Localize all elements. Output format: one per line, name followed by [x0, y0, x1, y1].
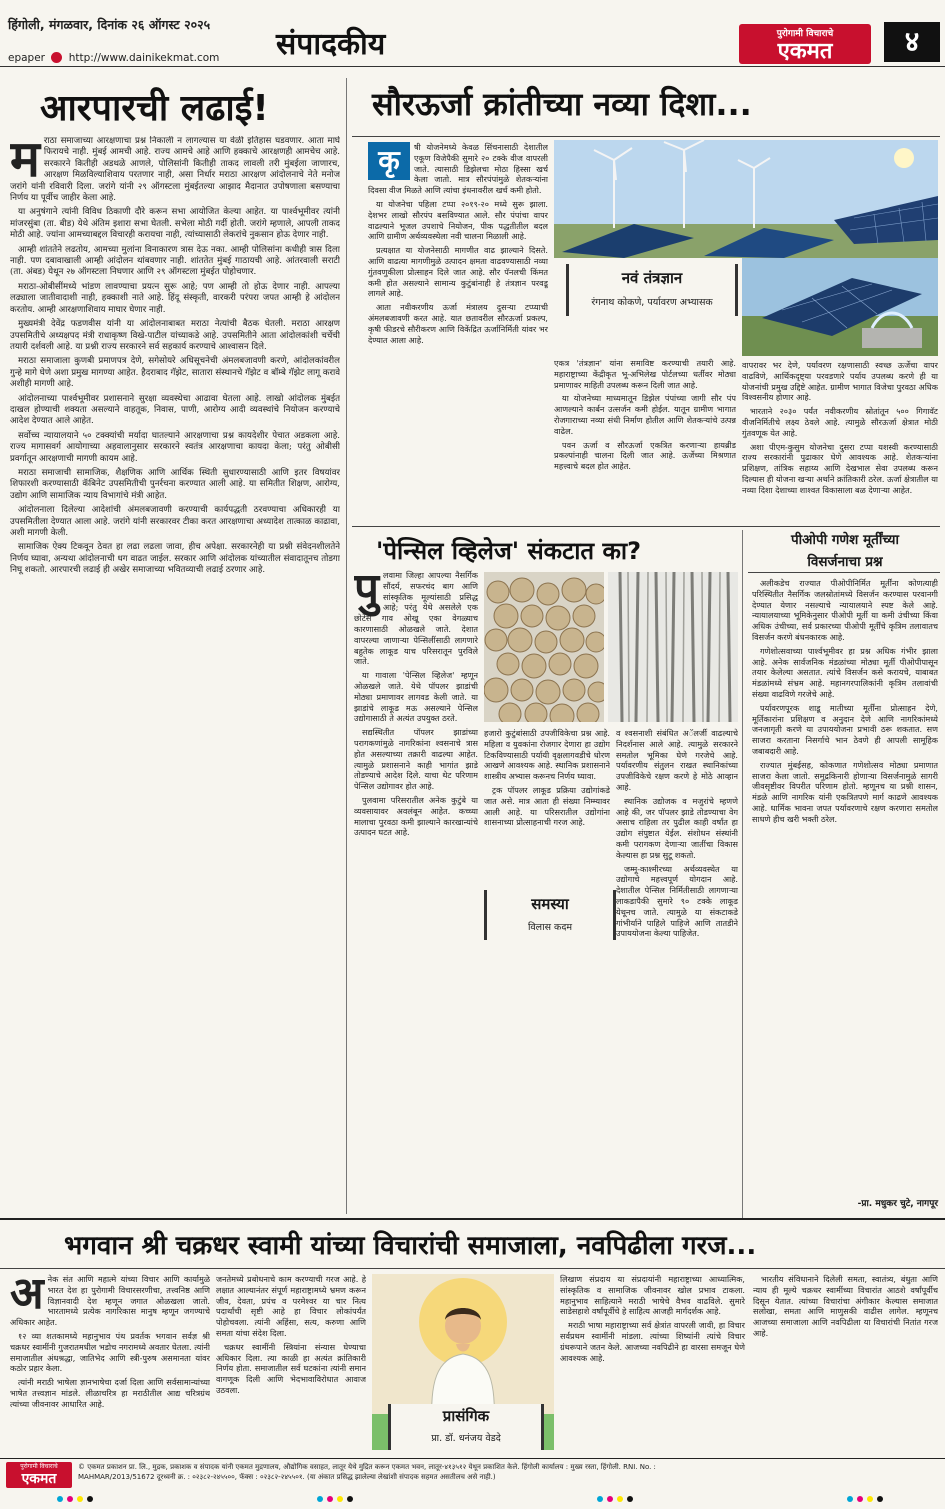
editorial-paragraph: मराठा समाजाची सामाजिक, शैक्षणिक आणि आर्थिक स्थिती सुधारण्यासाठी आणि इतर विषयांवर शिफारशी करण्यासाठी कॅबिनेट उपसमितीची पुनर्रचना करण्यात आली आहे. या समितीत शिक्षण, आरोग्य, उद्योग आणि सामाजिक न्याय विभागांचे मंत्री आहेत. — [10, 467, 340, 501]
ganesh-paragraph: अलीकडेच राज्यात पीओपीनिर्मित मूर्तींना कोणत्याही परिस्थितीत नैसर्गिक जलस्रोतांमध्ये विसर्जन करण्यास परवानगी देण्यात येणार नसल्याचे न्यायालयाने स्पष्ट केले आहे. न्यायालयाच्या भूमिकेनुसार पीओपी मूर्ती या कमी उंचीच्या किंवा अधिक उंचीच्या, सर्व प्रकारच्या पीओपी मूर्तींचे कृत्रिम तलावातच विसर्जन करणे बंधनकारक आहे. — [752, 578, 938, 642]
pencil-col-right — [616, 728, 738, 1212]
editorial-paragraph: आंदोलनाच्या पार्श्वभूमीवर प्रशासनाने सुरक्षा व्यवस्थेचा आढावा घेतला आहे. लाखो आंदोलक मुंबईत दाखल होण्याची शक्यता असल्याने वाहतूक, निवास, पाणी, आरोग्य आदी व्यवस्थांचे नियोजन करण्याचे आदेश देण्यात आले आहेत. — [10, 393, 340, 427]
solar-pump-illustration — [742, 258, 938, 356]
chakradhar-paragraph: चक्रधर स्वामींनी स्त्रियांना संन्यास घेण्याचा अधिकार दिला. त्या काळी हा अत्यंत क्रांतिकारी निर्णय होता. समाजातील सर्व घटकांना त्यांनी समान वागणूक दिली आणि भेदभावाविरोधात आवाज उठवला. — [216, 1341, 366, 1395]
footer-logo — [6, 1462, 72, 1488]
editorial-body — [10, 136, 340, 1212]
pencil-category: समस्या — [531, 895, 569, 913]
chakradhar-paragraph: लिखाण संप्रदाय या संप्रदायांनी महाराष्ट्राच्या आध्यात्मिक, सांस्कृतिक व सामाजिक जीवनावर खोल प्रभाव टाकला. महानुभाव साहित्याने मराठी भाषेचे वैभव वाढविले. सुमारे साडेसहाशे वर्षांपूर्वीचे हे साहित्य आजही मार्गदर्शक आहे. — [560, 1274, 745, 1317]
pencil-paragraph: सद्यस्थितीत पॉपलर झाडांच्या परागकणांमुळे नागरिकांना श्वसनाचे त्रास होत असल्याच्या तक्रारी वाढल्या आहेत. त्यामुळे प्रशासनाने काही भागांत झाडे तोडण्याचे आदेश दिले. याचा थेट परिणाम पेन्सिल उद्योगावर होत आहे. — [354, 727, 478, 792]
footer-logo-tagline: पुरोगामी विचाराचे — [20, 1463, 58, 1470]
editorial-dropcap: म — [10, 136, 40, 188]
chakradhar-paragraph: त्यांनी मराठी भाषेला ज्ञानभाषेचा दर्जा दिला आणि सर्वसामान्यांच्या भाषेत तत्त्वज्ञान मांडले. लीळाचरित्र हा मराठीतील आद्य चरित्रग्रंथ त्यांच्या जीवनावर आधारित आहे. — [10, 1377, 210, 1409]
solar-paragraph: या योजनेचा पहिला टप्पा २०१९-२० मध्ये सुरू झाला. देशभर लाखो सौरपंप बसविण्यात आले. सौर पंपांचा वापर वाढल्याने भूजल उपशाचे नियोजन, पीक पद्धतीतील बदल आणि ग्रामीण अर्थव्यवस्थेला नवी चालना मिळाली आहे. — [368, 198, 548, 242]
editorial-paragraph: सर्वोच्च न्यायालयाने ५० टक्क्यांची मर्यादा घातल्याने आरक्षणाचा प्रश्न कायदेशीर पेचात अडकला आहे. राज्य मागासवर्ग आयोगाच्या अहवालानुसार सरकारने स्वतंत्र आरक्षणाचा कायदा केला; परंतु ओबीसी प्रवर्गातून आरक्षणाची मागणी कायम आहे. — [10, 430, 340, 464]
pencil-byline: विलास कदम — [527, 922, 573, 933]
solar-dropcap: कृ — [368, 142, 410, 180]
solar-byline: रंगनाथ कोकणे, पर्यावरण अभ्यासक — [591, 297, 713, 308]
editorial-paragraph: सामाजिक ऐक्य टिकवून ठेवत हा लढा लढला जावा, हीच अपेक्षा. सरकारनेही या प्रश्नी संवेदनशीलतेने निर्णय घ्यावा, अन्यथा आंदोलनाची धग वाढत जाईल. सरकार आणि आंदोलक यांच्यातील संवादातूनच तोडगा निघू शकतो. आरपारची लढाई ही अखेर समाजाच्या भवितव्याची लढाई ठरणार आहे. — [10, 542, 340, 576]
chakradhar-paragraph: १२ व्या शतकामध्ये महानुभाव पंथ प्रवर्तक भगवान सर्वज्ञ श्री चक्रधर स्वामींनी गुजरातमधील भडोच नगरामध्ये अवतार घेतला. त्यांनी समाजातील अंधश्रद्धा, जातिभेद आणि स्त्री-पुरुष असमानता यांवर कठोर प्रहार केला. — [10, 1330, 210, 1374]
solar-photo-illustration — [554, 140, 938, 258]
pencil-paragraph: जम्मू-काश्मीरच्या अर्थव्यवस्थेत या उद्योगाचे महत्त्वपूर्ण योगदान आहे. देशातील पेन्सिल निर्मितीसाठी लागणाऱ्या लाकडापैकी सुमारे ९० टक्के लाकूड येथूनच जाते. त्यामुळे या संकटाकडे गांभीर्याने पाहिले पाहिजे आणि तातडीने उपाययोजना केल्या पाहिजेत. — [616, 863, 738, 939]
chakradhar-title-rule — [0, 1268, 945, 1269]
solar-paragraph: या योजनेच्या माध्यमातून डिझेल पंपांच्या जागी सौर पंप आणल्याने कार्बन उत्सर्जन कमी होईल. यातून ग्रामीण भागात रोजगाराच्या नव्या संधी निर्माण होतील आणि शेतकऱ्यांचे उत्पन्न वाढेल. — [554, 393, 736, 436]
chakradhar-byline: प्रा. डॉ. धनंजय वेडदे — [431, 1433, 501, 1444]
solar-paragraph: प्रत्यक्षात या योजनेसाठी मागणीत वाढ झाल्याने दिसते. आणि वाढत्या मागणीमुळे उत्पादन क्षमता वाढवण्यासाठी नव्या गुंतवणुकीला प्रोत्साहन दिले जात आहे. सौर पॅनलची किंमत कमी होत असल्याने सामान्य कुटुंबांनाही हे तंत्रज्ञान परवडू लागले आहे. — [368, 245, 548, 299]
pencil-paragraph: ट्रक पॉपलर लाकूड प्रक्रिया उद्योगांकडे जात असे. मात्र आता ही संख्या निम्म्यावर आली आहे. या परिसरातील उद्योगांना शासनाच्या प्रोत्साहनाची गरज आहे. — [484, 784, 610, 828]
solar-title: सौरऊर्जा क्रांतीच्या नव्या दिशा... — [372, 85, 752, 123]
footer-rule — [0, 1458, 945, 1459]
header-bar — [0, 0, 945, 72]
solar-photo — [554, 140, 938, 258]
footer-imprint-line2: MAHMAR/2013/51672 दूरध्वनी क्र. : ०२३८२-२४५५००, फॅक्स : ०२३८२-२४५५०१. (या अंकात प्रसिद्ध झालेल्या लेखांशी संपादक सहमत असतीलच असे नाही.) — [78, 1473, 496, 1481]
chakradhar-dropcap: अ — [10, 1274, 44, 1319]
pencil-dropcap: पु — [354, 570, 379, 615]
pencil-paragraph: पुलवामा परिसरातील अनेक कुटुंबे या व्यवसायावर अवलंबून आहेत. कच्च्या मालाचा पुरवठा कमी झाल्याने कारखान्यांचे उत्पादन घटत आहे. — [354, 794, 478, 838]
section-title: संपादकीय — [276, 27, 386, 62]
solar-category: नवं तंत्रज्ञान — [621, 269, 683, 287]
chakradhar-title: भगवान श्री चक्रधर स्वामी यांच्या विचारांची समाजाला, नवपिढीला गरज... — [64, 1231, 757, 1261]
editorial-paragraph: या अनुषंगाने त्यांनी विविध ठिकाणी दौरे करून सभा आयोजित केल्या आहेत. या पार्श्वभूमीवर त्यांनी मांजरसुंबा (ता. बीड) येथे अंतिम इशारा सभा घेतली. सभेला मोठी गर्दी होती. जरांगे म्हणाले, आपली ताकद मोठी आहे. ज्यांना आमच्याबद्दल विचारही करायचा नाही, त्यांच्यासाठी लेकरांचे नुकसान होऊ देणार नाही. — [10, 207, 340, 241]
ganesh-paragraph: पर्यावरणपूरक शाडू मातीच्या मूर्तींना प्रोत्साहन देणे, मूर्तिकारांना प्रशिक्षण व अनुदान देणे आणि नागरिकांमध्ये जनजागृती करणे या उपाययोजना प्रभावी ठरू शकतात. सण साजरा करताना निसर्गाचे भान ठेवणे ही आपली सामूहिक जबाबदारी आहे. — [752, 702, 938, 756]
solar-photo-pump — [742, 258, 938, 356]
chakradhar-col-left — [10, 1274, 210, 1454]
pencil-col-left — [354, 570, 478, 1212]
solar-paragraph: आता नवीकरणीय ऊर्जा मंत्रालय दुसऱ्या टप्प्याची अंमलबजावणी करत आहे. यात छतावरील सौरऊर्जा प्रकल्प, कृषी फीडरचे सौरीकरण आणि विकेंद्रित ऊर्जानिर्मिती यांवर भर देण्यात आला आहे. — [368, 302, 548, 345]
pencil-byline-box — [484, 890, 616, 940]
chakradhar-paragraph: जनतेमध्ये प्रबोधनाचे काम करण्याची गरज आहे. हे लक्षात आल्यानंतर संपूर्ण महाराष्ट्रामध्ये भ्रमण करून जीव, देवता, प्रपंच व परमेश्वर या चार नित्य पदार्थांची सृष्टी आहे हा विचार लोकांपर्यंत पोहोचवला. त्यांनी अहिंसा, सत्य, करुणा आणि समता यांचा संदेश दिला. — [216, 1274, 366, 1338]
footer-imprint — [78, 1462, 940, 1486]
page-number: ४ — [884, 22, 940, 62]
pencil-paragraph: हजारो कुटुंबांसाठी उपजीविकेचा प्रश्न आहे. महिला व युवकांना रोजगार देणारा हा उद्योग टिकविण्यासाठी पर्यायी वृक्षलागवडीचे धोरण आखणे आवश्यक आहे. स्थानिक प्रशासनाने शास्त्रीय अभ्यास करूनच निर्णय घ्यावा. — [484, 728, 610, 782]
chakradhar-paragraph: मराठी भाषा महाराष्ट्राच्या सर्व क्षेत्रांत वापरली जावी, हा विचार सर्वप्रथम स्वामींनी मांडला. त्यांच्या शिष्यांनी त्यांचे विचार ग्रंथरूपाने जतन केले. आजच्या नवपिढीने हा वारसा समजून घेणे आवश्यक आहे. — [560, 1320, 745, 1363]
editorial-paragraph: आम्ही शांततेने लढतोय, आमच्या मुलांना विनाकारण त्रास देऊ नका. आम्ही पोलिसांना कधीही त्रास दिला नाही. पण दबावाखाली आम्ही आंदोलन थांबवणार नाही. शांततेत मुंबई गाठायची आहे. आंतरवाली सराटी (ता. अंबड) येथून २७ ऑगस्टला निघणार आणि २९ ऑगस्टला मुंबईत पोहोचणार. — [10, 244, 340, 278]
footer-logo-name: एकमत — [21, 1471, 57, 1487]
editorial-paragraph: मराठा-ओबीसींमध्ये भांडण लावण्याचा प्रयत्न सुरू आहे; पण आम्ही तो होऊ देणार नाही. आपल्या लढ्याला जातीवादाशी नाही, हक्काशी नाते आहे. हिंदू संस्कृती, वारकरी परंपरा जपत आम्ही हे आंदोलन करतोय. आम्ही आरक्षणाशिवाय माघार घेणार नाही. — [10, 281, 340, 315]
ganesh-paragraph: राज्यात मुंबईसह, कोकणात गणेशोत्सव मोठ्या प्रमाणात साजरा केला जातो. समुद्रकिनारी होणाऱ्या विसर्जनामुळे सागरी जीवसृष्टीवर विपरीत परिणाम होतो. म्हणूनच या प्रश्नी शासन, मंडळे आणि नागरिक यांनी एकत्रितपणे मार्ग काढणे आवश्यक आहे. धार्मिक भावना जपत पर्यावरणाचे रक्षण करणारा समतोल साधणे हीच खरी भक्ती ठरेल. — [752, 759, 938, 824]
chakradhar-category: प्रासंगिक — [442, 1407, 490, 1425]
solar-paragraph: भारताने २०३० पर्यंत नवीकरणीय स्रोतांतून ५०० गिगावॅट वीजनिर्मितीचे लक्ष्य ठेवले आहे. त्यामुळे सौरऊर्जा क्षेत्रात मोठी गुंतवणूक येत आहे. — [742, 406, 938, 438]
pencil-paragraph: व श्वसनाशी संबंधित अॅलर्जी वाढल्याचे निदर्शनास आले आहे. त्यामुळे सरकारने समतोल भूमिका घेणे गरजेचे आहे. पर्यावरणीय संतुलन राखत स्थानिकांच्या उपजीविकेचे रक्षण करणे हे मोठे आव्हान आहे. — [616, 728, 738, 792]
pencil-paragraph: लवामा जिल्हा आपल्या नैसर्गिक सौंदर्य, सफरचंद बाग आणि सांस्कृतिक मूल्यांसाठी प्रसिद्ध आहे; परंतु येथे असलेले एक छोटेसे गाव ओखू एका वेगळ्याच कारणासाठी ओळखले जाते. देशात वापरल्या जाणाऱ्या पेन्सिलींसाठी लागणारे बहुतेक लाकूड याच परिसरातून पुरविले जाते. — [354, 570, 478, 667]
logs-illustration — [484, 572, 604, 722]
footer-imprint-line1: © एकमत प्रकाशन प्रा. लि., मुद्रक, प्रकाशक व संपादक यांनी एकमत मुद्रणालय, औद्योगिक वसाहत, लातूर येथे मुद्रित करून एकमत भवन, लातूर-४१३५१२ येथून प्रकाशित केले. हिंगोली कार्यालय : मुख्य रस्ता, हिंगोली. RNI. No. : — [78, 1463, 656, 1471]
chakradhar-paragraph: भारतीय संविधानाने दिलेली समता, स्वातंत्र्य, बंधुता आणि न्याय ही मूल्ये चक्रधर स्वामींच्या विचारांत आठशे वर्षांपूर्वीच दिसून येतात. त्यांच्या विचारांचा अंगीकार केल्यास समाजात सलोखा, समता आणि माणुसकी वाढीस लागेल. म्हणूनच आजच्या समाजाला आणि नवपिढीला या विचारांची नितांत गरज आहे. — [753, 1274, 938, 1338]
solar-col-right — [742, 360, 938, 522]
solar-paragraph: षी योजनेमध्ये केवळ सिंचनासाठी देशातील एकूण विजेपैकी सुमारे २० टक्के वीज वापरली जाते. त्यासाठी डिझेलचा मोठा हिस्सा खर्च केला जातो. मात्र सौरपंपांमुळे शेतकऱ्यांना दिवसा वीज मिळते आणि त्यांचा इंधनावरील खर्च कमी होतो. — [368, 142, 548, 196]
masthead-logo: एकमत — [777, 38, 833, 64]
editorial-paragraph: मराठा समाजाला कुणबी प्रमाणपत्र देणे, सगेसोयरे अधिसूचनेची अंमलबजावणी करणे, आंदोलकांवरील गुन्हे मागे घेणे अशा प्रमुख मागण्या आहेत. हैदराबाद गॅझेट, सातारा संस्थानचे गॅझेट व बॉम्बे गॅझेट लागू करावे अशीही मागणी आहे. — [10, 356, 340, 390]
chakradhar-col-mid — [216, 1274, 366, 1454]
header-date: हिंगोली, मंगळवार, दिनांक २६ ऑगस्ट २०२५ — [8, 17, 211, 32]
header-rule — [0, 66, 945, 67]
chakradhar-paragraph: नेक संत आणि महात्मे यांच्या विचार आणि कार्यामुळे भारत देश हा पुरोगामी विचारसरणीचा, तत्त्वनिष्ठ आणि विज्ञानवादी देश म्हणून जगात ओळखला जातो. भारतामध्ये प्रत्येक नागरिकास मानुष म्हणून जगण्याचे अधिकार आहेत. — [10, 1274, 210, 1328]
pencil-col-mid — [484, 728, 610, 1212]
pencil-photo — [484, 572, 604, 722]
ganesh-title-line2: विसर्जनाचा प्रश्न — [807, 554, 883, 570]
chakradhar-top-rule — [0, 1218, 945, 1220]
editorial-paragraph: मुख्यमंत्री देवेंद्र फडणवीस यांनी या आंदोलनाबाबत मराठा नेत्यांची बैठक घेतली. मराठा आरक्षण उपसमितीचे अध्यक्षपद मंत्री राधाकृष्ण विखे-पाटील यांच्याकडे आहे. उपसमितीने आता आंदोलकांशी चर्चेची तयारी दर्शवली आहे. या प्रश्नी राज्य सरकारने सर्व सहकार्य करण्याचे आश्वासन दिले. — [10, 319, 340, 352]
pencil-paragraph: या गावाला 'पेन्सिल व्हिलेज' म्हणून ओळखले जाते. येथे पॉपलर झाडांची मोठ्या प्रमाणावर लागवड केली जाते. या झाडांचे लाकूड मऊ असल्याने पेन्सिल उद्योगासाठी ते अत्यंत उपयुक्त ठरते. — [354, 670, 478, 724]
epaper-link[interactable] — [8, 52, 219, 64]
globe-icon — [51, 52, 62, 63]
chakradhar-byline-box — [388, 1404, 544, 1450]
forest-illustration — [608, 572, 738, 722]
registration-marks — [0, 1490, 945, 1501]
chakradhar-col-right — [560, 1274, 938, 1454]
ganesh-paragraph: गणेशोत्सवाच्या पार्श्वभूमीवर हा प्रश्न अधिक गंभीर झाला आहे. अनेक सार्वजनिक मंडळांच्या मोठ्या मूर्ती पीओपीपासून तयार केलेल्या असतात. त्यांचे विसर्जन कसे करायचे, याबाबत मंडळांमध्ये संभ्रम आहे. महानगरपालिकांनी कृत्रिम तलावांची संख्या वाढविणे गरजेचे आहे. — [752, 645, 938, 699]
solar-title-rule — [352, 136, 940, 137]
editorial-title: आरपारची लढाई! — [40, 88, 269, 129]
editorial-divider — [346, 78, 347, 1214]
pencil-title: 'पेन्सिल व्हिलेज' संकटात का? — [376, 537, 642, 565]
pencil-divider — [742, 530, 743, 1220]
color-registration-dots — [0, 1494, 945, 1505]
epaper-url: http://www.dainikekmat.com — [68, 52, 220, 64]
masthead-tagline: पुरोगामी विचाराचे — [776, 29, 834, 39]
solar-byline-box — [566, 264, 738, 316]
solar-paragraph: एकत्र 'तंत्रज्ञान' यांना समाविष्ट करण्याची तयारी आहे. महाराष्ट्राच्या केंद्रीकृत भू-अभिलेख पोर्टलच्या धर्तीवर मोठ्या प्रमाणावर माहिती उपलब्ध करून दिली जात आहे. — [554, 358, 736, 390]
ganesh-body — [752, 578, 938, 1192]
editorial-paragraph: आंदोलनाला दिलेल्या आदेशांची अंमलबजावणी करण्याची कार्यपद्धती ठरवण्याचा अधिकारही या उपसमितीला देण्यात आला आहे. जरांगे यांनी सरकारवर टीका करत आरक्षणाचा अध्यादेश तात्काळ काढावा, अशी मागणी केली. — [10, 505, 340, 538]
editorial-paragraph: राठा समाजाच्या आरक्षणाचा प्रश्न निकाली न लागल्यास या वेळी इतिहास घडवणार. आता माघे फिरायचे नाही. मुंबई आमची आहे. राज्य आमचे आहे आणि हक्काचे आरक्षणही आमचेच आहे. सरकारने कितीही अडथळे आणले, पोलिसांनी कितीही ताकद लावली तरी मुंबईला जाणारच, आरक्षण मिळविल्याशिवाय परतणार नाही, असा निर्धार मराठा आरक्षण आंदोलनाचे नेते मनोज जरांगे यांनी रविवारी दिला. जरांगे यांनी २९ ऑगस्टला मुंबईतल्या आझाद मैदानात उपोषणाला बसण्याचा निर्णय या पूर्वीच जाहीर केला आहे. — [10, 136, 340, 204]
solar-col-mid — [554, 358, 736, 522]
solar-paragraph: अशा पीएम-कुसुम योजनेचा दुसरा टप्पा यशस्वी करण्यासाठी राज्य सरकारांनी पुढाकार घेणे आवश्यक आहे. शेतकऱ्यांना प्रशिक्षण, तांत्रिक सहाय्य आणि देखभाल सेवा उपलब्ध करून दिल्यास ही योजना खऱ्या अर्थाने क्रांतिकारी ठरेल. ऊर्जा क्षेत्रातील या नव्या दिशा देशाच्या शाश्वत विकासाला बळ देणाऱ्या आहेत. — [742, 441, 938, 495]
ganesh-title-rule — [748, 572, 940, 573]
solar-paragraph: वापरावर भर देणे, पर्यावरण रक्षणासाठी स्वच्छ ऊर्जेचा वापर वाढविणे, आर्थिकदृष्ट्या परवडणारे पर्याय उपलब्ध करणे ही या योजनांची प्रमुख उद्दिष्टे आहेत. ग्रामीण भागात विजेचा पुरवठा अधिक विश्वसनीय होणार आहे. — [742, 360, 938, 403]
forest-photo — [608, 572, 738, 722]
ganesh-signature: -प्रा. मधुकर चुटे, नागपूर — [857, 1199, 938, 1209]
ganesh-title — [750, 530, 940, 570]
pencil-paragraph: स्थानिक उद्योजक व मजुरांचे म्हणणे आहे की, जर पॉपलर झाडे तोडण्याचा वेग असाच राहिला तर पुढील काही वर्षांत हा उद्योग संपुष्टात येईल. संशोधन संस्थांनी कमी परागकण देणाऱ्या जातींचा विकास केल्यास हा प्रश्न सुटू शकतो. — [616, 795, 738, 860]
solar-bottom-rule — [352, 526, 940, 527]
masthead — [739, 24, 871, 64]
epaper-label: epaper — [8, 52, 46, 64]
solar-paragraph: पवन ऊर्जा व सौरऊर्जा एकत्रित करणाऱ्या हायब्रीड प्रकल्पांनाही चालना दिली जात आहे. ऊर्जेच्या मिश्रणात महत्त्वाचे बदल होत आहेत. — [554, 439, 736, 472]
solar-col-left — [368, 142, 548, 522]
ganesh-title-line1: पीओपी गणेश मूर्तींच्या — [790, 532, 900, 548]
